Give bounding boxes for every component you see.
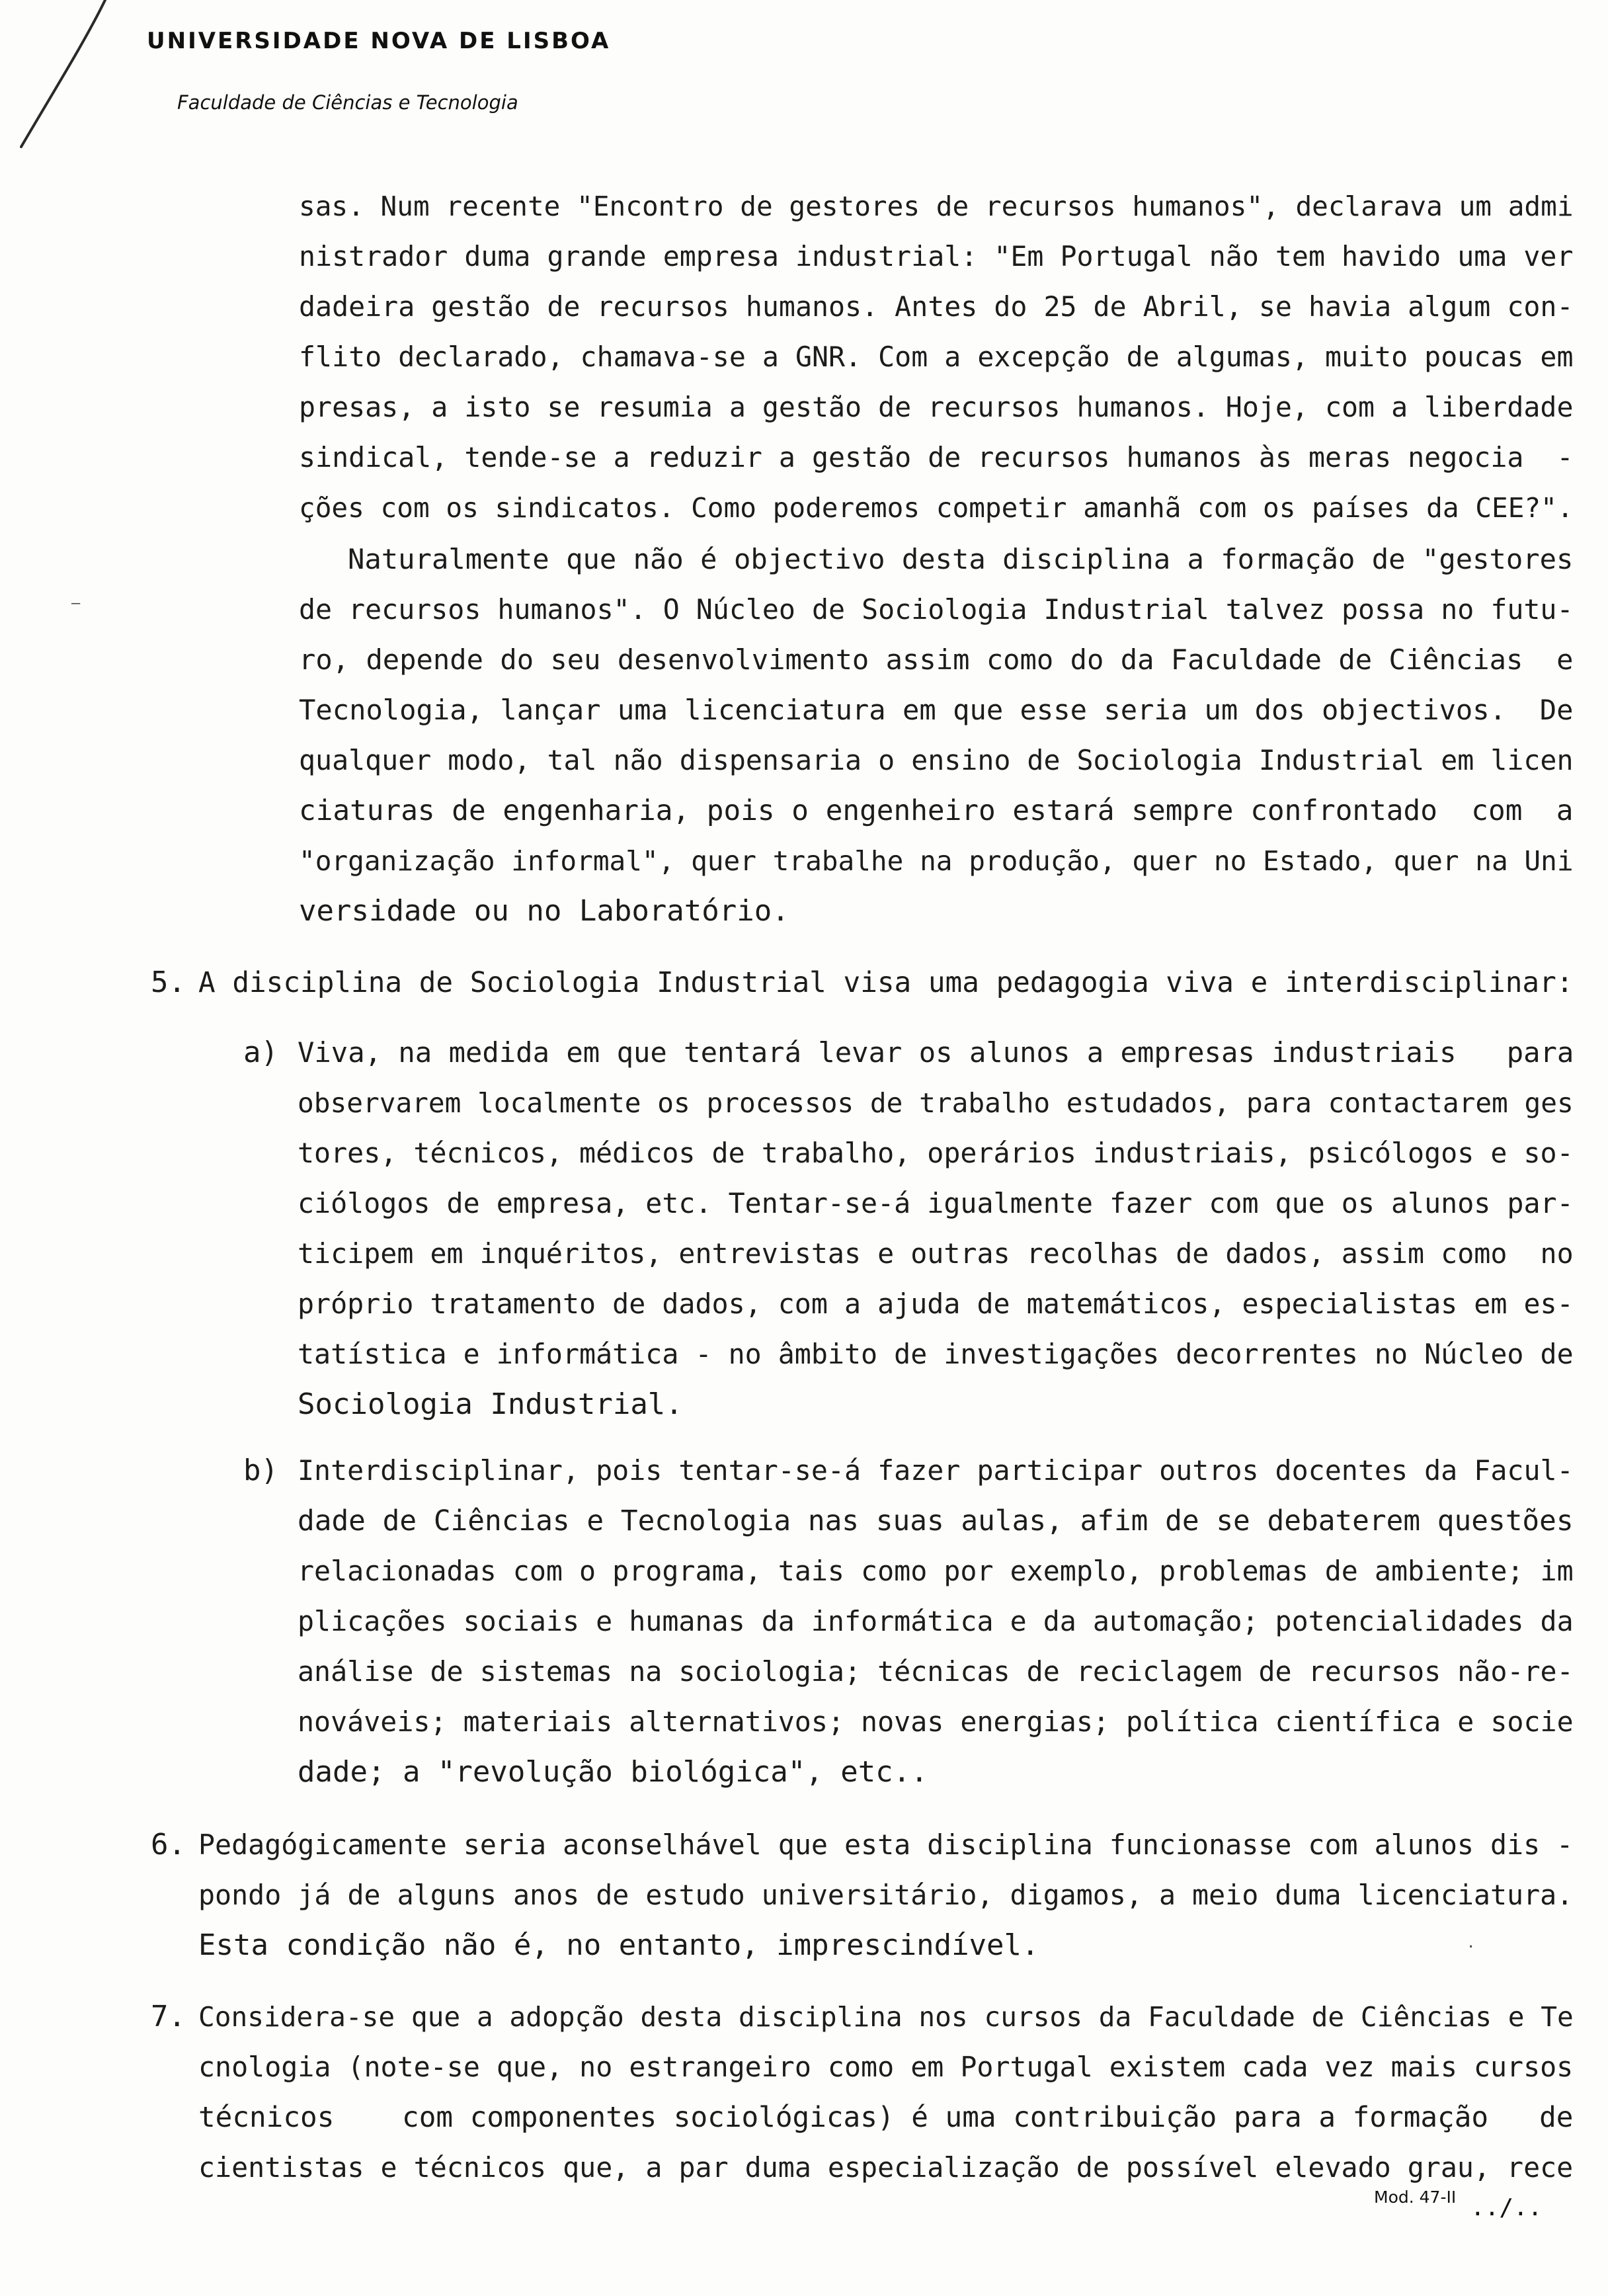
text-line: Considera-se que a adopção desta disciplina nos cursos da Faculdade de Ciências e Te — [198, 2001, 1574, 2033]
text-line: nistrador duma grande empresa industrial: "Em Portugal não tem havido uma ver — [299, 240, 1574, 272]
text-line: ticipem em inquéritos, entrevistas e outras recolhas de dados, assim como no — [298, 1237, 1574, 1270]
text-line: presas, a isto se resumia a gestão de recursos humanos. Hoje, com a liberdade — [299, 391, 1574, 423]
text-line: plicações sociais e humanas da informática e da automação; potencialidades da — [298, 1605, 1574, 1637]
subitem-label: b) — [243, 1454, 278, 1487]
text-line: observarem localmente os processos de trabalho estudados, para contactarem ges — [298, 1087, 1574, 1119]
text-line: relacionadas com o programa, tais como por exemplo, problemas de ambiente; im — [298, 1555, 1574, 1587]
text-line: Sociologia Industrial. — [298, 1387, 683, 1421]
subitem-label: a) — [243, 1036, 278, 1069]
text-line: cientistas e técnicos que, a par duma especialização de possível elevado grau, rece — [198, 2151, 1574, 2184]
text-line: Esta condição não é, no entanto, imprescindível. — [198, 1928, 1039, 1962]
text-line: dadeira gestão de recursos humanos. Antes do 25 de Abril, se havia algum con- — [299, 290, 1574, 323]
text-line: análise de sistemas na sociologia; técnicas de reciclagem de recursos não-re- — [298, 1655, 1574, 1688]
handwritten-slash-mark — [7, 0, 119, 159]
form-code: Mod. 47-II — [1374, 2188, 1457, 2207]
text-line: de recursos humanos". O Núcleo de Sociologia Industrial talvez possa no futu- — [299, 593, 1574, 626]
margin-dash: – — [71, 595, 81, 612]
item-text: A disciplina de Sociologia Industrial visa uma pedagogia viva e interdisciplinar: — [198, 966, 1574, 999]
text-line: Tecnologia, lançar uma licenciatura em que esse seria um dos objectivos. De — [299, 694, 1574, 726]
text-line: pondo já de alguns anos de estudo universitário, digamos, a meio duma licenciatura. — [198, 1879, 1574, 1911]
continuation-mark: ../.. — [1470, 2194, 1543, 2221]
item-number: 6. — [151, 1828, 186, 1862]
text-line: Pedagógicamente seria aconselhável que esta disciplina funcionasse com alunos dis - — [198, 1828, 1574, 1861]
text-line: "organização informal", quer trabalhe na produção, quer no Estado, quer na Uni — [299, 845, 1574, 877]
text-line: flito declarado, chamava-se a GNR. Com a excepção de algumas, muito poucas em — [299, 341, 1574, 373]
text-line: tores, técnicos, médicos de trabalho, operários industriais, psicólogos e so- — [298, 1137, 1574, 1169]
text-line: qualquer modo, tal não dispensaria o ensino de Sociologia Industrial em licen — [299, 744, 1574, 776]
text-line: versidade ou no Laboratório. — [299, 894, 789, 928]
text-line: ciólogos de empresa, etc. Tentar-se-á igualmente fazer com que os alunos par- — [298, 1187, 1574, 1219]
text-line: tatística e informática - no âmbito de investigações decorrentes no Núcleo de — [298, 1338, 1574, 1370]
text-line: cnologia (note-se que, no estrangeiro como em Portugal existem cada vez mais cursos — [198, 2051, 1574, 2083]
text-line: sas. Num recente "Encontro de gestores de recursos humanos", declarava um admi — [299, 190, 1574, 222]
text-line: sindical, tende-se a reduzir a gestão de recursos humanos às meras negocia - — [299, 441, 1574, 473]
stray-dot: · — [1467, 1939, 1476, 1955]
text-line: dade de Ciências e Tecnologia nas suas aulas, afim de se debaterem questões — [298, 1504, 1574, 1538]
item-number: 5. — [151, 965, 186, 999]
faculty-name: Faculdade de Ciências e Tecnologia — [177, 91, 518, 114]
text-line: dade; a "revolução biológica", etc.. — [298, 1755, 928, 1789]
text-line: ções com os sindicatos. Como poderemos competir amanhã com os países da CEE?". — [299, 492, 1574, 524]
text-line: Viva, na medida em que tentará levar os alunos a empresas industriais para — [298, 1036, 1574, 1069]
text-line: nováveis; materiais alternativos; novas energias; política científica e socie — [298, 1705, 1574, 1738]
text-line: Interdisciplinar, pois tentar-se-á fazer participar outros docentes da Facul- — [298, 1454, 1574, 1487]
text-line: próprio tratamento de dados, com a ajuda de matemáticos, especialistas em es- — [298, 1288, 1574, 1320]
text-line: técnicos com componentes sociológicas) é uma contribuição para a formação de — [198, 2101, 1574, 2134]
text-line: Naturalmente que não é objectivo desta disciplina a formação de "gestores — [348, 543, 1574, 575]
item-number: 7. — [151, 2000, 186, 2033]
university-name: UNIVERSIDADE NOVA DE LISBOA — [147, 28, 611, 54]
text-line: ro, depende do seu desenvolvimento assim como do da Faculdade de Ciências e — [299, 643, 1574, 676]
text-line: ciaturas de engenharia, pois o engenheiro estará sempre confrontado com a — [299, 794, 1574, 827]
